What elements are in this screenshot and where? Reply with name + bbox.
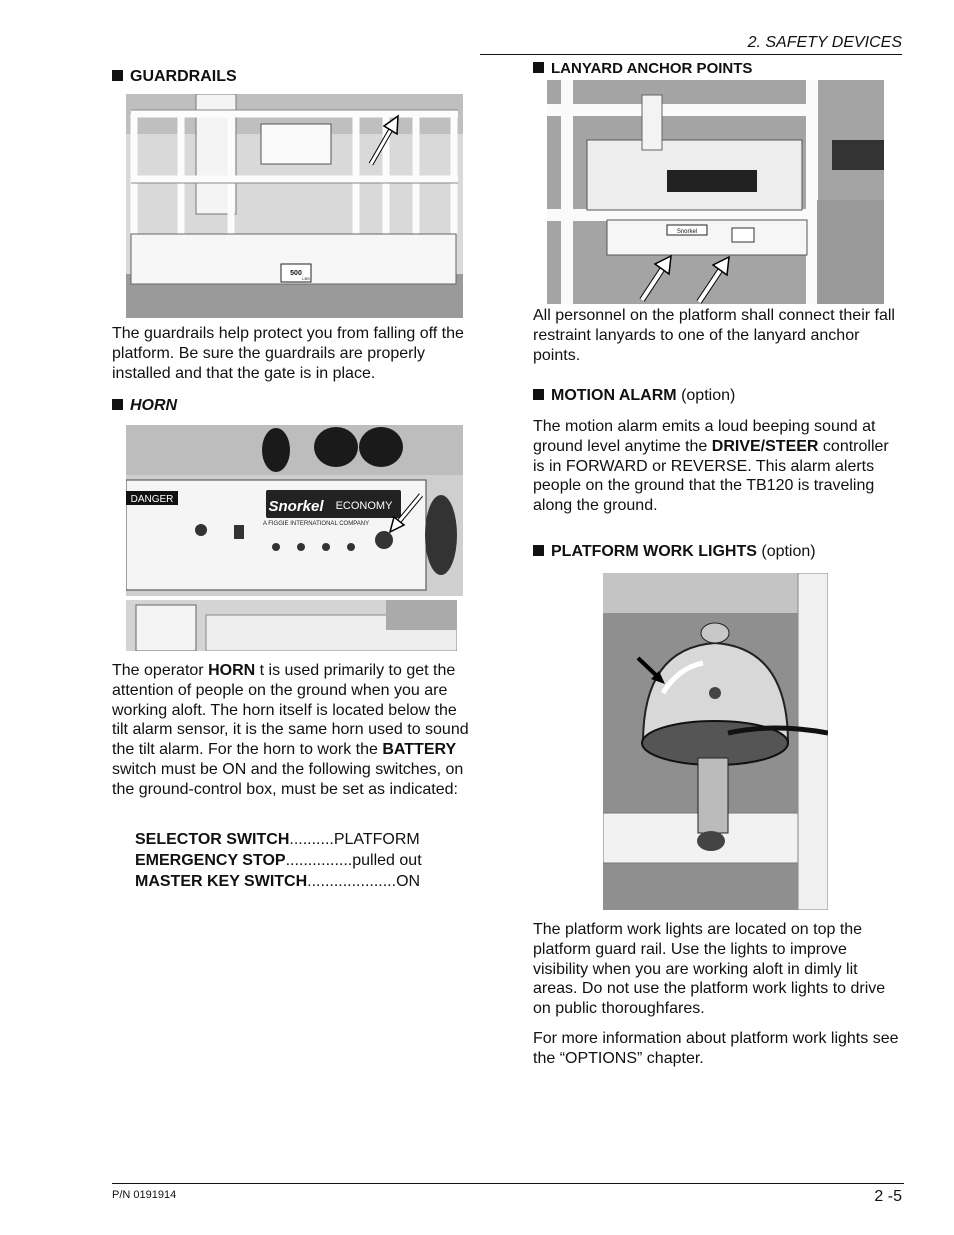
page-number: 2 -5 — [874, 1188, 902, 1205]
work-lights-text: The platform work lights are located on top the platform guard rail. Use the lights to improve visibility when you are working aloft in dimly lit areas. Do not use the platform work lights to drive on public thoroughfares. For more information about platform work lights see the “OPTIONS” chapter. — [533, 921, 899, 1067]
lanyard-photo-label: Snorkel — [676, 229, 698, 235]
horn-control-box-photo — [126, 425, 463, 596]
horn-text: The operator HORN t is used primarily to get the attention of people on the ground when you are working aloft. The horn itself is located below the tilt alarm sensor, it is the same horn used to sound the tilt alarm. For the horn to work the BATTERY switch must be ON and the following switches, on the ground-control box, must be set as indicated: — [112, 662, 469, 798]
capacity-sign-unit: LBS — [302, 276, 310, 281]
horn-heading: HORN — [112, 396, 477, 416]
setting-row: EMERGENCY STOP...............pulled out — [135, 852, 422, 869]
square-bullet-icon — [112, 70, 123, 81]
work-lights-heading: PLATFORM WORK LIGHTS (option) — [533, 542, 901, 562]
square-bullet-icon — [533, 389, 544, 400]
lanyard-text: All personnel on the platform shall connect their fall restraint lanyards to one of the lanyard anchor points. — [533, 307, 895, 364]
company-label: A FIGGIE INTERNATIONAL COMPANY — [262, 521, 370, 527]
model-label: ECONOMY — [335, 500, 393, 512]
work-light-photo — [603, 573, 828, 910]
motion-alarm-text: The motion alarm emits a loud beeping sound at ground level anytime the DRIVE/STEER controller is in FORWARD or REVERSE. This alarm alerts people on the ground that the TB120 is traveling along the ground. — [533, 418, 889, 515]
guardrails-photo — [126, 94, 463, 318]
setting-row: SELECTOR SWITCH..........PLATFORM — [135, 831, 420, 848]
footer-divider — [112, 1183, 904, 1184]
capacity-sign-value: 500 — [290, 270, 302, 277]
square-bullet-icon — [533, 62, 544, 73]
guardrails-text: The guardrails help protect you from falling off the platform. Be sure the guardrails are properly installed and that the gate is in place. — [112, 325, 464, 382]
setting-row: MASTER KEY SWITCH....................ON — [135, 873, 421, 890]
section-header: 2. SAFETY DEVICES — [480, 34, 902, 55]
switch-settings-list — [135, 829, 422, 892]
guardrails-heading: GUARDRAILS — [112, 67, 477, 87]
square-bullet-icon — [533, 545, 544, 556]
square-bullet-icon — [112, 399, 123, 410]
part-number: P/N 0191914 — [112, 1189, 177, 1201]
lanyard-anchor-photo — [547, 80, 884, 304]
motion-alarm-heading: MOTION ALARM (option) — [533, 386, 901, 406]
lanyard-heading: LANYARD ANCHOR POINTS — [533, 59, 901, 79]
horn-lower-photo — [126, 600, 457, 651]
danger-label: DANGER — [130, 494, 174, 505]
brand-logo: Snorkel — [268, 498, 324, 515]
